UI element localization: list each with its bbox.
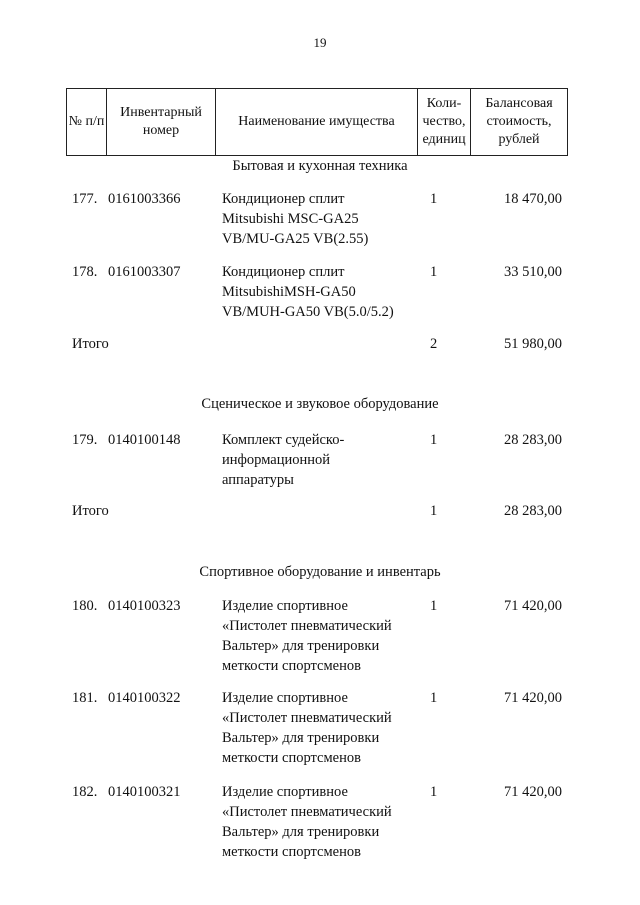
inventory-number: 0140100148 bbox=[108, 432, 181, 448]
item-name-line: MitsubishiMSH-GA50 bbox=[222, 284, 356, 300]
item-name-line: Кондиционер сплит bbox=[222, 191, 345, 207]
column-header-value: Балансовая стоимость, рублей bbox=[485, 96, 553, 147]
total-quantity: 1 bbox=[430, 503, 438, 519]
item-value: 71 420,00 bbox=[504, 598, 562, 614]
total-label: Итого bbox=[72, 503, 109, 519]
total-label: Итого bbox=[72, 336, 109, 352]
row-number: 180. bbox=[72, 598, 98, 614]
item-name-line: Mitsubishi MSC-GA25 bbox=[222, 211, 359, 227]
item-name-line: «Пистолет пневматический bbox=[222, 618, 392, 634]
item-name-line: Вальтер» для тренировки bbox=[222, 730, 380, 746]
item-quantity: 1 bbox=[430, 432, 438, 448]
item-name bbox=[222, 688, 422, 768]
item-quantity: 1 bbox=[430, 690, 438, 706]
item-name bbox=[222, 189, 422, 249]
section-title: Бытовая и кухонная техника bbox=[232, 158, 408, 174]
inventory-number: 0161003307 bbox=[108, 264, 181, 280]
item-name-line: меткости спортсменов bbox=[222, 844, 361, 860]
inventory-number: 0140100321 bbox=[108, 784, 181, 800]
item-quantity: 1 bbox=[430, 264, 438, 280]
item-name-line: «Пистолет пневматический bbox=[222, 710, 392, 726]
item-quantity: 1 bbox=[430, 191, 438, 207]
row-number: 177. bbox=[72, 191, 98, 207]
column-header-num: № п/п bbox=[67, 89, 107, 155]
item-name-line: Изделие спортивное bbox=[222, 690, 348, 706]
item-name-line: аппаратуры bbox=[222, 472, 294, 488]
inventory-number: 0140100322 bbox=[108, 690, 181, 706]
item-name bbox=[222, 430, 422, 490]
item-name-line: меткости спортсменов bbox=[222, 658, 361, 674]
item-value: 71 420,00 bbox=[504, 784, 562, 800]
item-value: 33 510,00 bbox=[504, 264, 562, 280]
item-name-line: Вальтер» для тренировки bbox=[222, 824, 380, 840]
item-name-line: «Пистолет пневматический bbox=[222, 804, 392, 820]
column-header-name: Наименование имущества bbox=[216, 89, 418, 155]
row-number: 178. bbox=[72, 264, 98, 280]
item-quantity: 1 bbox=[430, 598, 438, 614]
item-name-line: меткости спортсменов bbox=[222, 750, 361, 766]
total-value: 28 283,00 bbox=[504, 503, 562, 519]
column-header-qty: Коли-чество, единиц bbox=[418, 89, 471, 155]
total-quantity: 2 bbox=[430, 336, 438, 352]
item-value: 18 470,00 bbox=[504, 191, 562, 207]
section-title: Спортивное оборудование и инвентарь bbox=[199, 564, 441, 580]
item-name-line: Изделие спортивное bbox=[222, 598, 348, 614]
item-name-line: Комплект судейско- bbox=[222, 432, 345, 448]
item-name-line: VB/MUH-GA50 VB(5.0/5.2) bbox=[222, 304, 394, 320]
item-name bbox=[222, 782, 422, 862]
item-name bbox=[222, 262, 422, 322]
item-name-line: Изделие спортивное bbox=[222, 784, 348, 800]
inventory-number: 0161003366 bbox=[108, 191, 181, 207]
item-name-line: информационной bbox=[222, 452, 331, 468]
page-number: 19 bbox=[313, 35, 327, 50]
item-value: 28 283,00 bbox=[504, 432, 562, 448]
column-header-inventory: Инвентарный номер bbox=[107, 89, 216, 155]
inventory-number: 0140100323 bbox=[108, 598, 181, 614]
item-quantity: 1 bbox=[430, 784, 438, 800]
item-value: 71 420,00 bbox=[504, 690, 562, 706]
item-name-line: VB/MU-GA25 VB(2.55) bbox=[222, 231, 369, 247]
section-title: Сценическое и звуковое оборудование bbox=[201, 396, 439, 412]
row-number: 181. bbox=[72, 690, 98, 706]
item-name bbox=[222, 596, 422, 676]
item-name-line: Кондиционер сплит bbox=[222, 264, 345, 280]
row-number: 182. bbox=[72, 784, 98, 800]
row-number: 179. bbox=[72, 432, 98, 448]
total-value: 51 980,00 bbox=[504, 336, 562, 352]
item-name-line: Вальтер» для тренировки bbox=[222, 638, 380, 654]
table-header bbox=[66, 88, 568, 156]
